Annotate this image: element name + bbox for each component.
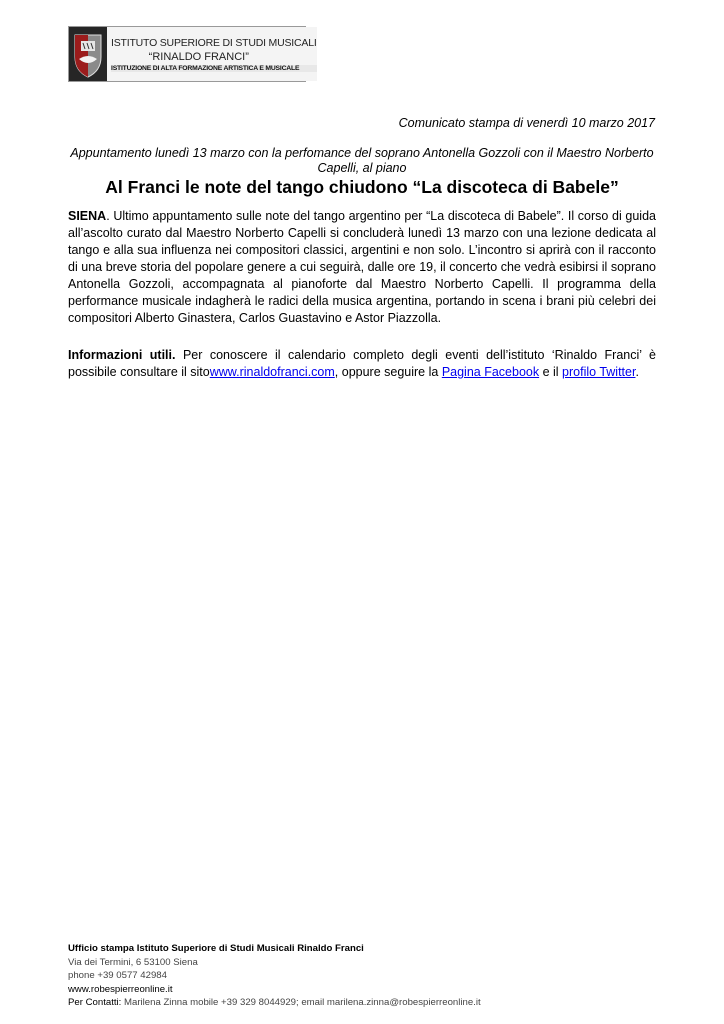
info-text-2: , oppure seguire la <box>334 365 442 379</box>
body-paragraph <box>68 208 656 327</box>
info-text-4: . <box>635 365 639 379</box>
logo-institute-name: ISTITUTO SUPERIORE DI STUDI MUSICALI <box>111 36 317 49</box>
info-text-3: e il <box>539 365 563 379</box>
body-lead-city: SIENA <box>68 209 107 223</box>
info-text-1: Per conoscere il calendario completo degli eventi dell’istituto ‘Rinaldo Franci’ è possibile consultare il sito <box>68 348 656 379</box>
footer-contacts-label: Per Contatti: <box>68 997 122 1009</box>
logo-franci-name: “RINALDO FRANCI” <box>148 50 249 63</box>
headline: Al Franci le note del tango chiudono “La discoteca di Babele” <box>105 177 619 197</box>
logo-subtitle: ISTITUZIONE DI ALTA FORMAZIONE ARTISTICA E MUSICALE <box>111 65 317 72</box>
footer-title: Ufficio stampa Istituto Superiore di Studi Musicali Rinaldo Franci <box>68 943 364 954</box>
info-paragraph <box>68 347 656 381</box>
website-link[interactable]: www.rinaldofranci.com <box>209 365 335 379</box>
info-lead: Informazioni utili. <box>68 348 176 362</box>
footer-contacts-text: Marilena Zinna mobile +39 329 8044929; email marilena.zinna@robespierreonline.it <box>121 997 481 1009</box>
footer-phone: phone +39 0577 42984 <box>68 970 167 982</box>
twitter-link[interactable]: profilo Twitter <box>562 365 636 379</box>
logo-text-block <box>107 27 317 81</box>
press-office-footer <box>68 942 481 1010</box>
institute-logo <box>68 26 317 82</box>
footer-website: www.robespierreonline.it <box>68 983 173 995</box>
school-emblem-icon <box>69 27 107 81</box>
footer-contacts <box>68 996 481 1010</box>
subheadline: Appuntamento lunedì 13 marzo con la perfomance del soprano Antonella Gozzoli con il Maestro Norberto Capelli, al piano <box>70 146 654 175</box>
press-release-date: Comunicato stampa di venerdì 10 marzo 2017 <box>398 116 655 130</box>
body-text: . Ultimo appuntamento sulle note del tango argentino per “La discoteca di Babele”. Il corso di guida all’ascolto curato dal Maestro Norberto Capelli si concluderà lunedì 13 marzo con una lezione dedicata al tango e alla sua influenza nei compositori classici, argentini e non solo. L’incontro si aprirà con il racconto di una breve storia del popolare genere a cui seguirà, dalle ore 19, il concerto che vedrà esibirsi il soprano Antonella Gozzoli, accompagnata al pianoforte dal Maestro Norberto Capelli. Il programma della performance musicale indagherà le radici della musica argentina, portando in scena i brani più celebri dei compositori Alberto Ginastera, Carlos Guastavino e Astor Piazzolla. <box>68 209 656 325</box>
facebook-link[interactable]: Pagina Facebook <box>441 365 540 379</box>
footer-address: Via dei Termini, 6 53100 Siena <box>68 956 198 968</box>
